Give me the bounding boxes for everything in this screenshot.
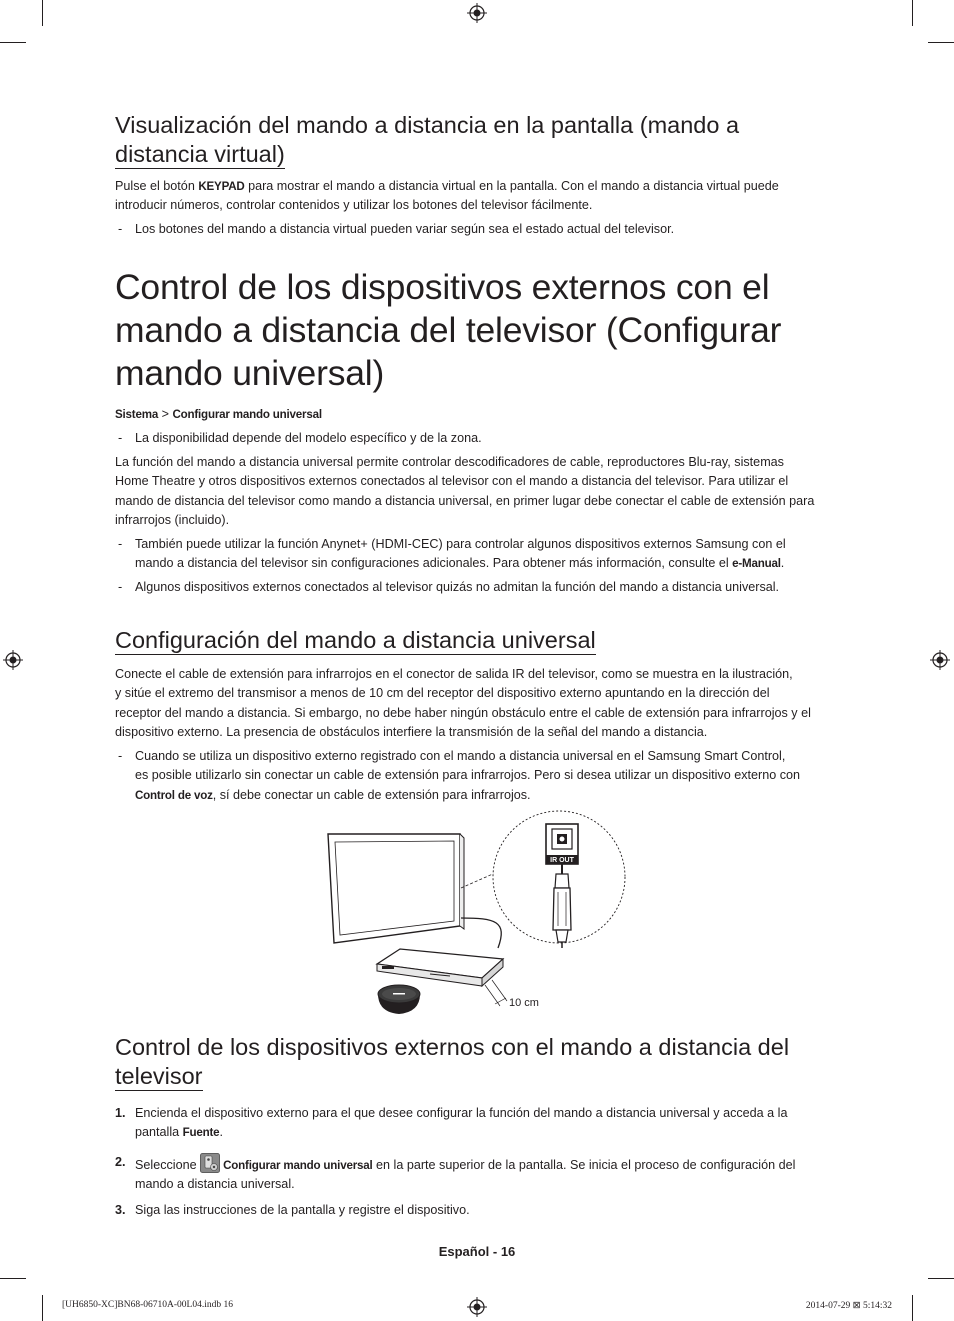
tv-icon <box>328 834 464 943</box>
paragraph-virtual-remote: Pulse el botón KEYPAD para mostrar el mando a distancia virtual en la pantalla. Con el mando a distancia virtual puede introducir números, controlar contenidos y utilizar los botones del televisor fácilmente. <box>115 179 779 213</box>
note-anynet: - También puede utilizar la función Anynet+ (HDMI-CEC) para controlar algunos dispositivos externos Samsung con el mando a distancia del televisor sin configuraciones adicionales. Para obtener más información, consulte el e-Manual. <box>118 537 786 571</box>
crop-mark <box>0 1278 26 1279</box>
section-heading-configuration: Configuración del mando a distancia universal <box>115 627 596 653</box>
page-title: Control de los dispositivos externos con el mando a distancia del televisor (Configurar mando universal) <box>115 267 782 393</box>
section-heading-control: Control de los dispositivos externos con el mando a distancia del televisor <box>115 1034 790 1089</box>
ui-term-voice-control: Control de voz <box>135 788 213 802</box>
note-availability: - La disponibilidad depende del modelo específico y de la zona. <box>118 431 482 445</box>
ui-term-universal-remote-setup: Configurar mando universal <box>223 1159 373 1172</box>
paragraph-universal-remote: La función del mando a distancia universal permite controlar descodificadores de cable, reproductores Blu-ray, sistemas Home Theatre y otros dispositivos externos conectados al televisor con el mando a distancia del televisor. Para utilizar el mando de distancia del televisor como mando a distancia universal, en primer lugar debe conectar el cable de extensión para infrarrojos (incluido). <box>115 455 815 527</box>
ui-term-source: Fuente <box>182 1126 220 1140</box>
note-voice-control: - Cuando se utiliza un dispositivo externo registrado con el mando a distancia universal en el Samsung Smart Control, es posible utilizarlo sin conectar un cable de extensión para infrarrojos. Pero si desea utilizar un dispositivo externo con Control de voz, sí debe conectar un cable de extensión para infrarrojos. <box>118 749 801 802</box>
print-slug-left: [UH6850-XC]BN68-06710A-00L04.indb 16 <box>62 1300 233 1310</box>
ir-blaster-icon <box>378 985 420 1014</box>
external-device-icon <box>377 949 503 986</box>
ir-extender-illustration <box>320 808 640 1022</box>
crop-mark <box>928 42 954 43</box>
crop-mark <box>928 1278 954 1279</box>
registration-mark-icon <box>3 650 23 670</box>
universal-remote-setup-icon <box>200 1153 220 1173</box>
crop-mark <box>912 1295 913 1321</box>
step-2: 2. Seleccione Configurar mando universal en la parte superior de la pantalla. Se inicia el proceso de configuración del mando a distancia universal. <box>115 1155 796 1192</box>
ir-out-label: IR OUT <box>550 857 574 864</box>
section-heading-virtual-remote: Visualización del mando a distancia en la pantalla (mando a distancia virtual) <box>115 112 740 167</box>
crop-mark <box>0 42 26 43</box>
ui-term-keypad: KEYPAD <box>198 180 245 193</box>
note-not-supported: - Algunos dispositivos externos conectados al televisor quizás no admitan la función del mando a distancia universal. <box>118 580 780 594</box>
page-number: Español - 16 <box>438 1244 516 1259</box>
distance-label: 10 cm <box>509 997 539 1009</box>
registration-mark-icon <box>467 1297 487 1317</box>
print-slug-right: 2014-07-29 ⊠ 5:14:32 <box>805 1301 892 1311</box>
crop-mark <box>912 0 913 26</box>
paragraph-configuration: Conecte el cable de extensión para infrarrojos en el conector de salida IR del televisor, como se muestra en la ilustración, y sitúe el extremo del transmisor a menos de 10 cm del receptor del dispositivo externo apuntando en la dirección del receptor del mando a distancia. Si embargo, no debe haber ningún obstáculo entre el cable de extensión para infrarrojos y el dispositivo externo. La presencia de obstáculos interfiere la transmisión de la señal del mando a distancia. <box>115 667 811 739</box>
menu-path: Sistema > Configurar mando universal <box>115 407 322 421</box>
registration-mark-icon <box>930 650 950 670</box>
ui-term-emanual[interactable]: e-Manual <box>732 557 781 571</box>
step-1: 1. Encienda el dispositivo externo para el que desee configurar la función del mando a distancia universal y acceda a la pantalla Fuente. <box>115 1106 788 1140</box>
step-3: 3. Siga las instrucciones de la pantalla y registre el dispositivo. <box>115 1203 470 1217</box>
crop-mark <box>42 0 43 26</box>
registration-mark-icon <box>467 3 487 23</box>
crop-mark <box>42 1295 43 1321</box>
note-virtual-remote: - Los botones del mando a distancia virtual pueden variar según sea el estado actual del televisor. <box>118 222 675 236</box>
